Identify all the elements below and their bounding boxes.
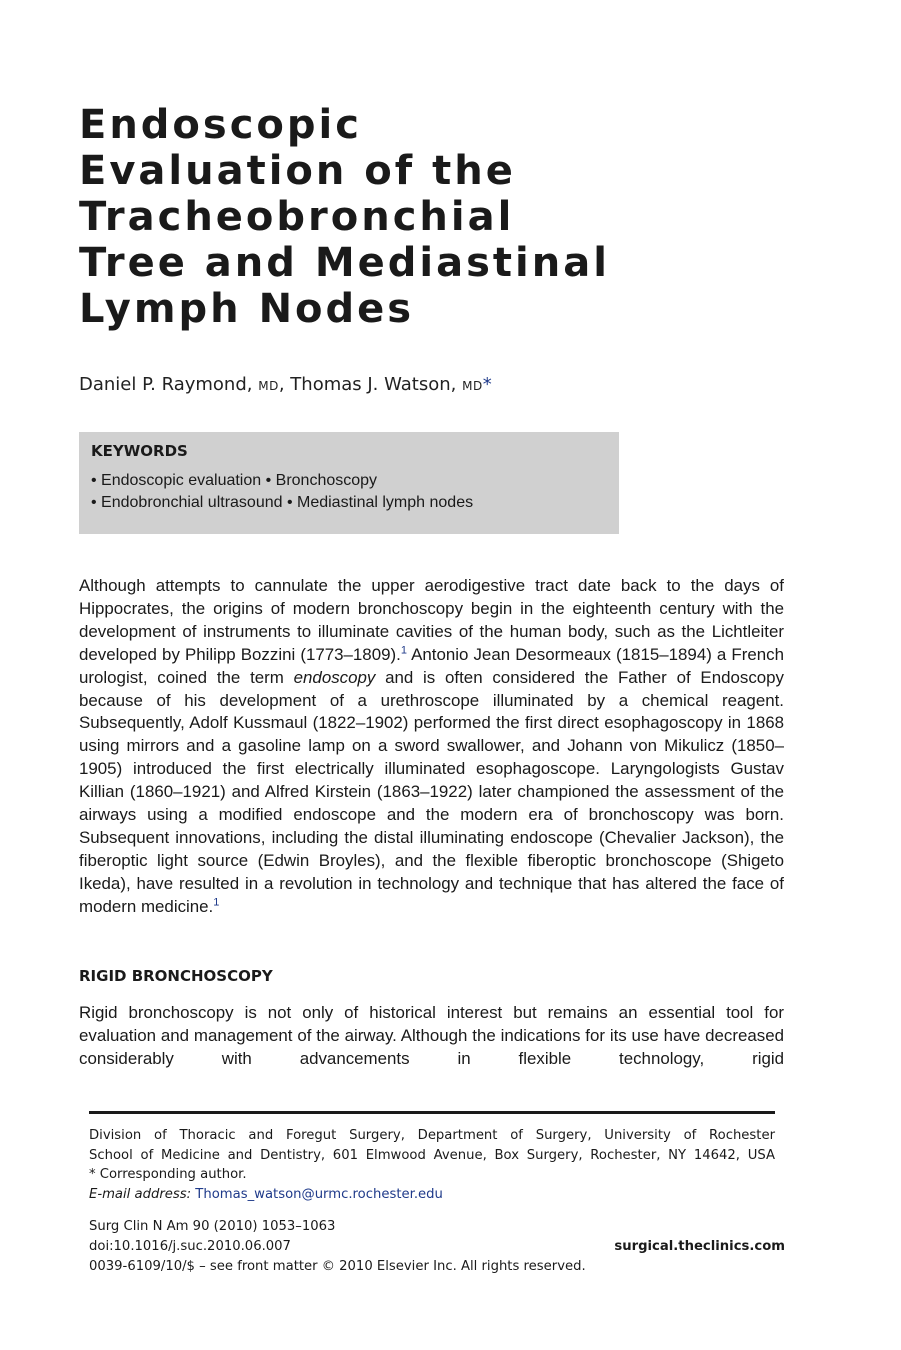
journal-website-link[interactable]: surgical.theclinics.com (614, 1239, 785, 1254)
author-name: Thomas J. Watson, (290, 374, 457, 395)
citation-row (89, 1217, 785, 1237)
keywords-line: • Endobronchial ultrasound • Mediastinal lymph nodes (91, 494, 474, 511)
title-line: Tree and Mediastinal (79, 240, 610, 286)
keywords-box (79, 432, 619, 534)
author-line (79, 374, 492, 395)
author-degree: MD (258, 379, 279, 393)
copyright-notice: 0039-6109/10/$ – see front matter © 2010 Elsevier Inc. All rights reserved. (89, 1259, 586, 1274)
reference-link[interactable]: 1 (400, 644, 407, 657)
affiliation-line: School of Medicine and Dentistry, 601 Elmwood Avenue, Box Surgery, Rochester, NY 14642, USA (89, 1147, 775, 1163)
doi[interactable]: doi:10.1016/j.suc.2010.06.007 (89, 1239, 291, 1254)
title-line: Lymph Nodes (79, 286, 415, 332)
intro-italic-term: endoscopy (293, 667, 376, 687)
article-title (79, 102, 699, 332)
title-line: Evaluation of the (79, 148, 516, 194)
journal-citation: Surg Clin N Am 90 (2010) 1053–1063 (89, 1219, 336, 1234)
citation-row (89, 1237, 785, 1257)
author-degree: MD (462, 379, 483, 393)
title-line: Tracheobronchial (79, 194, 515, 240)
citation-row (89, 1257, 785, 1277)
author-separator: , (278, 374, 285, 395)
intro-paragraph (79, 575, 784, 919)
author-name: Daniel P. Raymond, (79, 374, 253, 395)
keywords-heading: KEYWORDS (91, 442, 188, 460)
title-line: Endoscopic (79, 102, 362, 148)
intro-text: and is often considered the Father of Endoscopy because of his development of a urethroscope illuminated by a chemical reagent. Subsequently, Adolf Kussmaul (1822–1902) performed the first direct esophagoscopy in 1868 using mirrors and a gasoline lamp on a sword swallower, and Johann von Mikulicz (1850–1905) introduced the first electrically illuminated esophagoscope. Laryngologists Gustav Killian (1860–1921) and Alfred Kirstein (1863–1922) later championed the assessment of the airways using a modified endoscope and the modern era of bronchoscopy was born. Subsequent innovations, including the distal illuminating endoscope (Chevalier Jackson), the fiberoptic light source (Edwin Broyles), and the flexible fiberoptic bronchoscope (Shigeto Ikeda), have resulted in a revolution in technology and technique that has altered the face of modern medicine. (79, 667, 784, 916)
corresponding-author-mark[interactable]: * (482, 374, 492, 395)
citation-block (89, 1217, 785, 1277)
affiliation-line: Division of Thoracic and Foregut Surgery, Department of Surgery, University of Rochester (89, 1128, 775, 1143)
email-line (89, 1185, 775, 1205)
email-link[interactable]: Thomas_watson@urmc.rochester.edu (195, 1186, 443, 1202)
affiliation-block (89, 1126, 775, 1204)
email-label: E-mail address: (89, 1186, 192, 1202)
intro-text: Antonio Jean Desormeaux (1815–1894) a French urologist, coined the term (79, 644, 784, 687)
footnote-divider (89, 1111, 775, 1114)
intro-text: Although attempts to cannulate the upper aerodigestive tract date back to the days of Hippocrates, the origins of modern bronchoscopy begin in the eighteenth century with the development of instruments to illuminate cavities of the human body, such as the Lichtleiter developed by Philipp Bozzini (1773–1809). (79, 576, 784, 664)
section-paragraph: Rigid bronchoscopy is not only of historical interest but remains an essential tool for evaluation and management of the airway. Although the indications for its use have decreased considerably with advancements in flexible technology, rigid (79, 1003, 784, 1068)
section-heading: RIGID BRONCHOSCOPY (79, 967, 273, 985)
keywords-line: • Endoscopic evaluation • Bronchoscopy (91, 472, 378, 489)
reference-link[interactable]: 1 (213, 896, 220, 909)
corresponding-note: * Corresponding author. (89, 1167, 247, 1182)
